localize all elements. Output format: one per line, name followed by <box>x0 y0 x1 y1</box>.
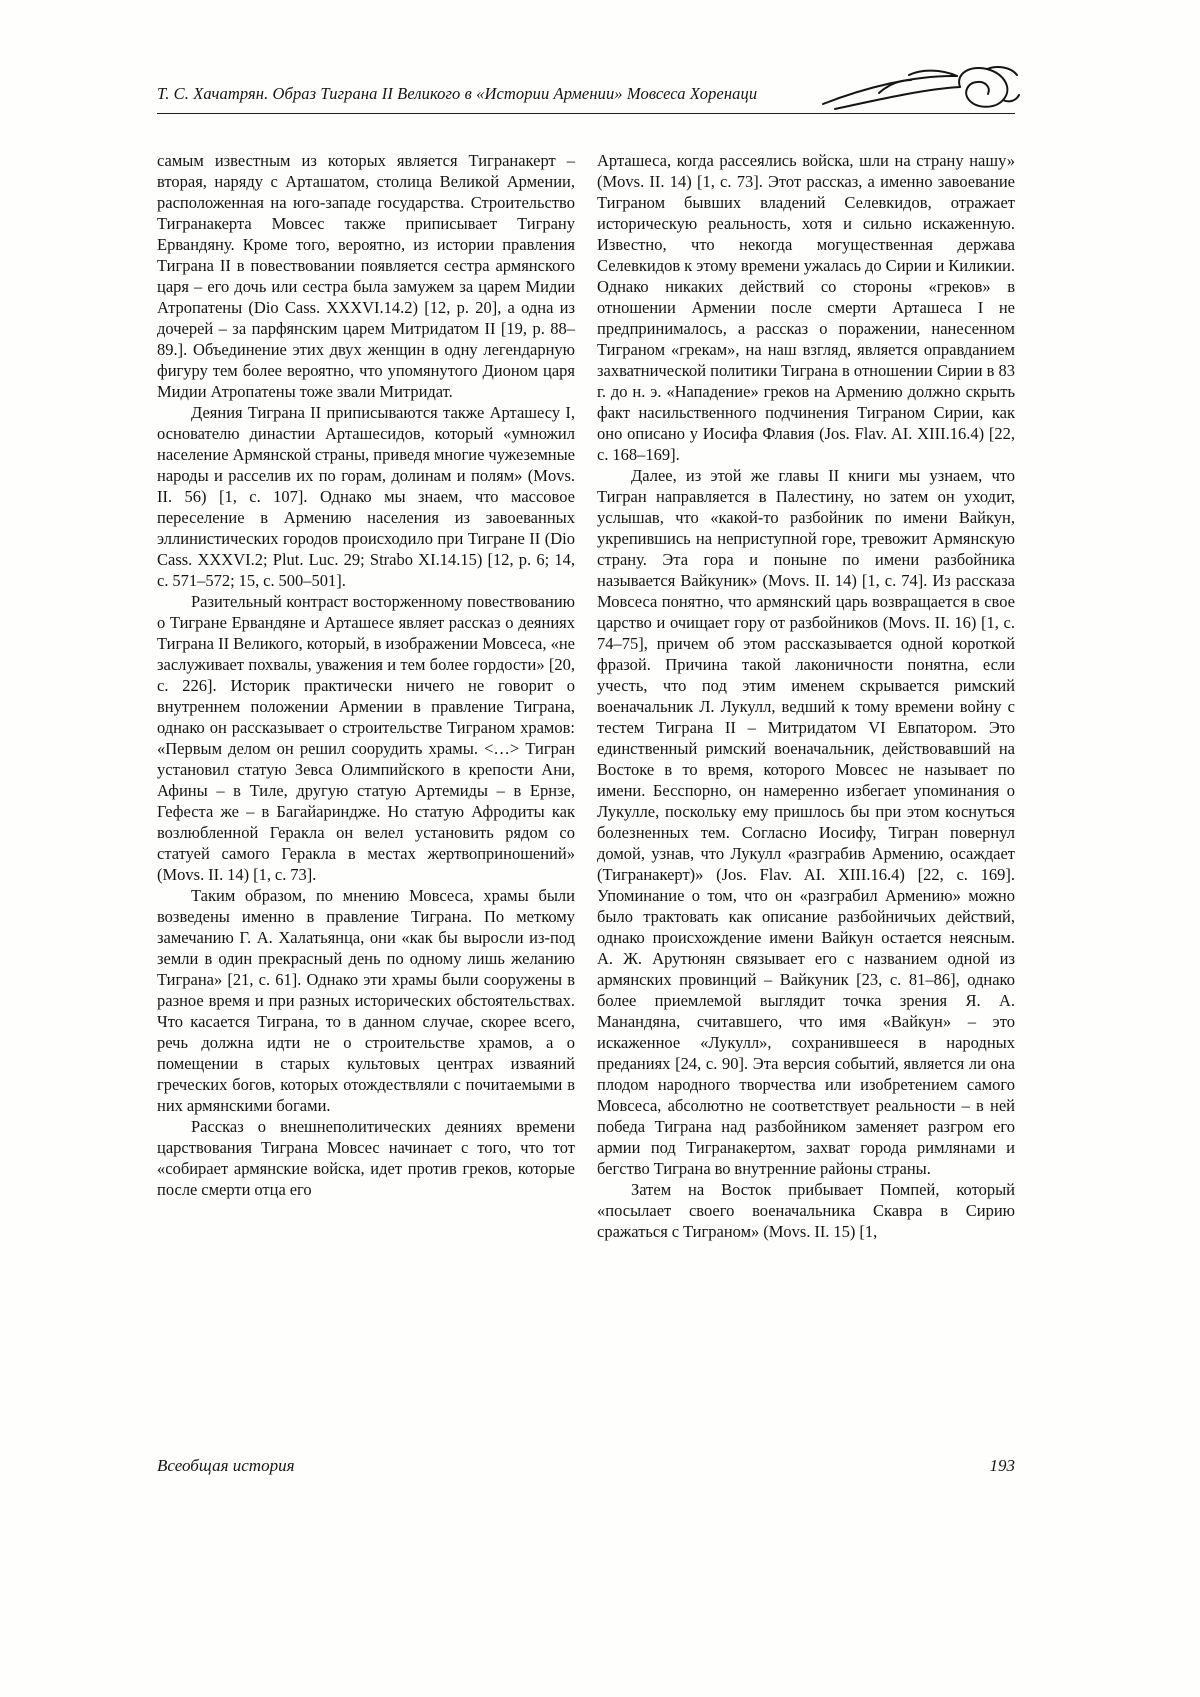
paragraph: Разительный контраст восторженному повествованию о Тигране Ервандяне и Арташесе являет рассказ о деяниях Тиграна II Великого, который, в изображении Мовсеса, «не заслуживает похвалы, уважения и тем более гордости» [20, с. 226]. Историк практически ничего не говорит о внутреннем положении Армении в правление Тиграна, однако он рассказывает о строительстве Тиграном храмов: «Первым делом он решил соорудить храмы. <…> Тигран установил статую Зевса Олимпийского в крепости Ани, Афины – в Тиле, другую статую Артемиды – в Ернзе, Гефеста же – в Багайариндже. Но статую Афродиты как возлюбленной Геракла он велел установить рядом со статуей самого Геракла в местах жертвоприношений» (Movs. II. 14) [1, с. 73]. <box>157 592 575 884</box>
paragraph: Затем на Восток прибывает Помпей, который «посылает своего военачальника Скавра в Сирию сражаться с Тиграном» (Movs. II. 15) [1, <box>597 1180 1015 1241</box>
paragraph: Деяния Тиграна II приписываются также Арташесу I, основателю династии Арташесидов, который «умножил население Армянской страны, приведя многие чужеземные народы и расселив их по горам, долинам и полям» (Movs. II. 56) [1, с. 107]. Однако мы знаем, что массовое переселение в Армению населения из завоеванных эллинистических городов происходило при Тигране II (Dio Cass. XXXVI.2; Plut. Luc. 29; Strabo XI.14.15) [12, p. 6; 14, с. 571–572; 15, с. 500–501]. <box>157 403 575 590</box>
paragraph: самым известным из которых является Тигранакерт – вторая, наряду с Арташатом, столица Великой Армении, расположенная на юго-западе государства. Строительство Тигранакерта Мовсес также приписывает Тиграну Ервандяну. Кроме того, вероятно, из истории правления Тиграна II в повествовании появляется сестра армянского царя – его дочь или сестра была замужем за царем Мидии Атропатены (Dio Cass. XXXVI.14.2) [12, p. 20], а одна из дочерей – за парфянским царем Митридатом II [19, p. 88–89.]. Объединение этих двух женщин в одну легендарную фигуру тем более вероятно, что упомянутого Дионом царя Мидии Атропатены тоже звали Митридат. <box>157 151 575 401</box>
page-footer <box>157 1456 1015 1476</box>
page-header <box>157 84 1015 114</box>
article-body <box>157 150 1015 1242</box>
paragraph: Далее, из этой же главы II книги мы узнаем, что Тигран направляется в Палестину, но затем он уходит, услышав, что «какой-то разбойник по имени Вайкун, укрепившись на неприступной горе, тревожит Армянскую страну. Эта гора и поныне по имени разбойника называется Вайкуник» (Movs. II. 14) [1, с. 74]. Из рассказа Мовсеса понятно, что армянский царь возвращается в свое царство и очищает гору от разбойников (Movs. II. 16) [1, с. 74–75], причем об этом рассказывается одной короткой фразой. Причина такой лаконичности понятна, если учесть, что под этим именем скрывается римский военачальник Л. Лукулл, ведший к тому времени войну с тестем Тиграна II – Митридатом VI Евпатором. Это единственный римский военачальник, действовавший на Востоке в то время, которого Мовсес не называет по имени. Бесспорно, он намеренно избегает упоминания о Лукулле, поскольку ему пришлось бы при этом коснуться болезненных тем. Согласно Иосифу, Тигран повернул домой, узнав, что Лукулл «разграбив Армению, осаждает (Тигранакерт)» (Jos. Flav. AI. XIII.16.4) [22, с. 169]. Упоминание о том, что он «разграбил Армению» можно было трактовать как описание разбойничьих действий, однако происхождение имени Вайкун остается неясным. А. Ж. Арутюнян связывает его с названием одной из армянских провинций – Вайкуник [23, с. 81–86], однако более приемлемой выглядит точка зрения Я. А. Манандяна, считавшего, что имя «Вайкун» – это искаженное «Лукулл», сохранившееся в народных преданиях [24, с. 90]. Эта версия событий, является ли она плодом народного творчества или изобретением самого Мовсеса, абсолютно не соответствует реальности – в ней победа Тиграна над разбойником заменяет разгром его армии под Тигранакертом, захват города римлянами и бегство Тиграна во внутренние районы страны. <box>597 466 1015 1178</box>
flourish-ornament-icon <box>821 62 1021 114</box>
column-right <box>597 150 1015 1242</box>
running-head: Т. С. Хачатрян. Образ Тиграна II Великого в «Истории Армении» Мовсеса Хоренаци <box>157 84 758 103</box>
column-left <box>157 150 575 1242</box>
journal-name: Всеобщая история <box>157 1456 295 1475</box>
page-number: 193 <box>989 1456 1015 1475</box>
paragraph: Рассказ о внешнеполитических деяниях времени царствования Тиграна Мовсес начинает с того, что тот «собирает армянские войска, идет против греков, которые после смерти отца его <box>157 1117 575 1199</box>
paragraph: Таким образом, по мнению Мовсеса, храмы были возведены именно в правление Тиграна. По меткому замечанию Г. А. Халатьянца, они «как бы выросли из-под земли в один прекрасный день по одному лишь желанию Тиграна» [21, с. 61]. Однако эти храмы были сооружены в разное время и при разных исторических обстоятельствах. Что касается Тиграна, то в данном случае, скорее всего, речь должна идти не о строительстве храмов, а о помещении в старых культовых центрах изваяний греческих богов, которых отождествляли с почитаемыми в них армянскими богами. <box>157 886 575 1115</box>
paragraph: Арташеса, когда рассеялись войска, шли на страну нашу» (Movs. II. 14) [1, с. 73]. Этот рассказ, а именно завоевание Тиграном бывших владений Селевкидов, отражает историческую реальность, хотя и сильно искаженную. Известно, что некогда могущественная держава Селевкидов к этому времени ужалась до Сирии и Киликии. Однако никаких действий со стороны «греков» в отношении Армении после смерти Арташеса I не предпринималось, а рассказ о поражении, нанесенном Тиграном «грекам», на наш взгляд, является оправданием захватнической политики Тиграна в отношении Сирии в 83 г. до н. э. «Нападение» греков на Армению должно скрыть факт насильственного подчинения Тиграном Сирии, как оно описано у Иосифа Флавия (Jos. Flav. AI. XIII.16.4) [22, с. 168–169]. <box>597 151 1015 464</box>
